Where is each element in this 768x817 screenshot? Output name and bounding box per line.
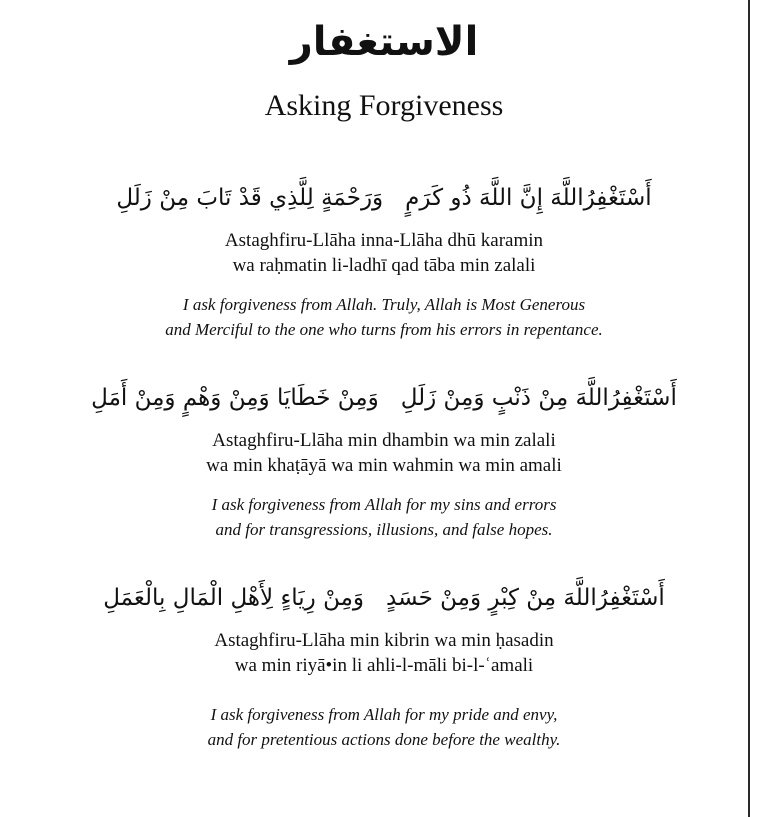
arabic-title: الاستغفار [289,19,479,65]
arabic-verse [0,376,768,420]
translation [0,492,768,542]
transliteration-line: wa min riyā•in li ahli-l-māli bi-l-ʿamali [234,655,534,676]
translation-line: and Merciful to the one who turns from his errors in repentance. [165,320,603,339]
verse-block-2 [0,376,768,542]
arabic-hemistich-first: أَسْتَغْفِرُاللَّهَ مِنْ ذَنْبٍ وَمِنْ زَلَلِ [400,385,677,411]
arabic-hemistich-first: أَسْتَغْفِرُاللَّهَ إِنَّ اللَّهَ ذُو كَرَمٍ [405,185,652,211]
transliteration [0,628,768,678]
arabic-verse [0,576,768,620]
translation-line: and for pretentious actions done before the wealthy. [207,730,561,749]
page-title: Asking Forgiveness [264,89,504,122]
translation-line: I ask forgiveness from Allah for my sins and errors [211,495,557,514]
transliteration-line: Astaghfiru-Llāha inna-Llāha dhū karamin [224,230,544,251]
translation [0,702,768,752]
transliteration [0,428,768,478]
transliteration-line: Astaghfiru-Llāha min kibrin wa min ḥasadin [214,630,554,651]
translation-line: and for transgressions, illusions, and false hopes. [215,520,553,539]
verse-block-1 [0,176,768,342]
transliteration [0,228,768,278]
arabic-hemistich-second: وَمِنْ خَطَايَا وَمِنْ وَهْمٍ وَمِنْ أَمَلِ [91,385,379,411]
arabic-hemistich-second: وَمِنْ رِيَاءٍ لِأَهْلِ الْمَالِ بِالْعَمَلِ [103,585,365,611]
transliteration-line: wa raḥmatin li-ladhī qad tāba min zalali [232,255,536,276]
arabic-hemistich-first: أَسْتَغْفِرُاللَّهَ مِنْ كِبْرٍ وَمِنْ حَسَدٍ [386,585,665,611]
verse-block-3 [0,576,768,752]
arabic-verse [0,176,768,220]
translation-line: I ask forgiveness from Allah for my pride and envy, [210,705,558,724]
transliteration-line: wa min khaṭāyā wa min wahmin wa min amali [206,455,562,476]
transliteration-line: Astaghfiru-Llāha min dhambin wa min zalali [212,430,556,451]
arabic-hemistich-second: وَرَحْمَةٍ لِلَّذِي قَدْ تَابَ مِنْ زَلَلِ [116,185,384,211]
translation-line: I ask forgiveness from Allah. Truly, Allah is Most Generous [182,295,586,314]
translation [0,292,768,342]
